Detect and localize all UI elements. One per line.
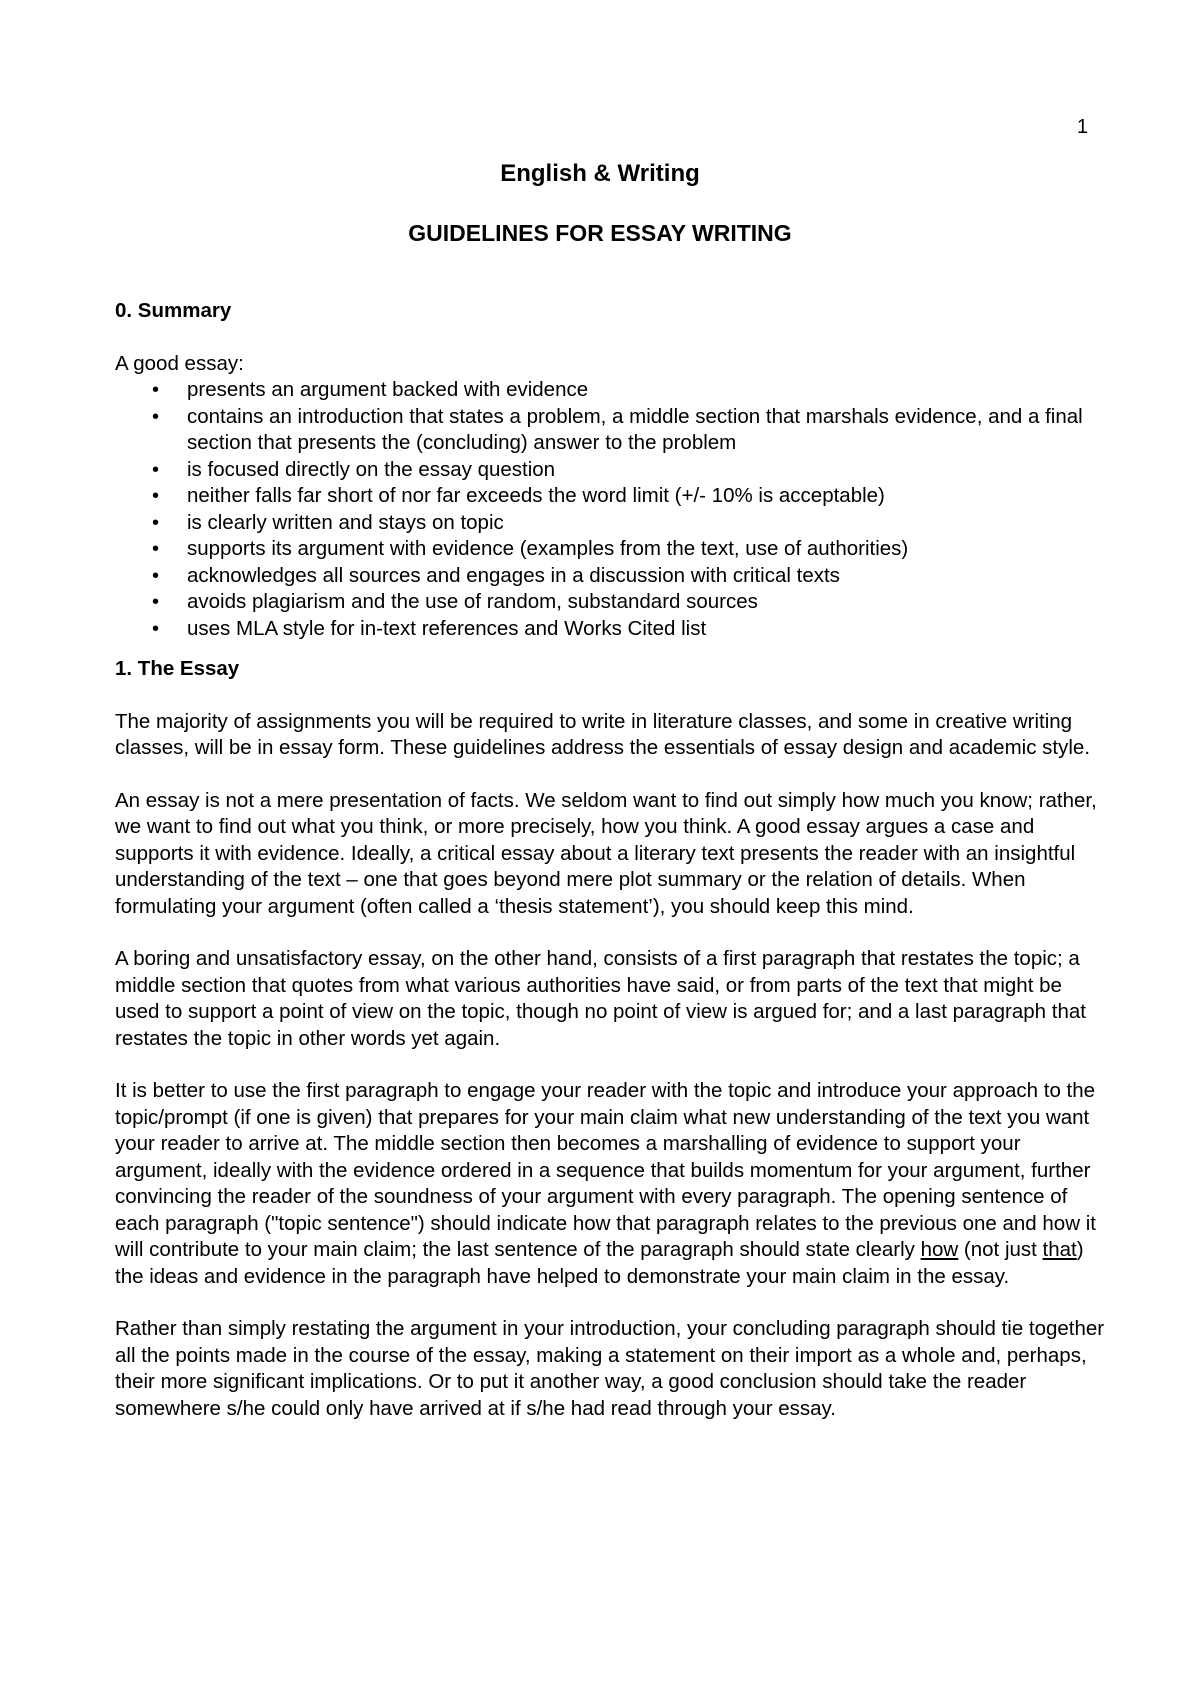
page-number: 1 [1076,116,1088,138]
underlined-word-how: how [920,1238,959,1261]
list-item: • acknowledges all sources and engages in a discussion with critical texts [187,563,1105,590]
paragraph: The majority of assignments you will be required to write in literature classes, and some in creative writing classes, will be in essay form. These guidelines address the essentials of essay design and academic style. [115,709,1091,759]
summary-list [115,377,1105,642]
list-item: • avoids plagiarism and the use of random, substandard sources [187,589,1105,616]
list-item: • supports its argument with evidence (examples from the text, use of authorities) [187,536,1105,563]
paragraph-text: It is better to use the first paragraph to engage your reader with the topic and introduce your approach to the topic/prompt (if one is given) that prepares for your main claim what new understanding of the text you want your reader to arrive at. The middle section then becomes a marshalling of evidence to support your argument, ideally with the evidence ordered in a sequence that builds momentum for your argument, further convincing the reader of the soundness of your argument with every paragraph. The opening sentence of each paragraph ("topic sentence") should indicate how that paragraph relates to the previous one and how it will contribute to your main claim; the last sentence of the paragraph should state clearly [115,1079,1096,1261]
paragraph: Rather than simply restating the argument in your introduction, your concluding paragraph should tie together all the points made in the course of the essay, making a statement on their import as a whole and, perhaps, their more significant implications. Or to put it another way, a good conclusion should take the reader somewhere s/he could only have arrived at if s/he had read through your essay. [115,1317,1105,1420]
essay-heading: 1. The Essay [115,657,240,680]
summary-intro: A good essay: [115,351,244,375]
paragraph: A boring and unsatisfactory essay, on the other hand, consists of a first paragraph that restates the topic; a middle section that quotes from what various authorities have said, or from parts of the text that might be used to support a point of view on the topic, though no point of view is argued for; and a last paragraph that restates the topic in other words yet again. [115,947,1086,1050]
document-body [115,298,1105,1422]
list-item: • uses MLA style for in-text references and Works Cited list [187,616,1105,643]
list-item: • presents an argument backed with evidence [187,377,1105,404]
list-item: • contains an introduction that states a problem, a middle section that marshals evidence, and a final section that presents the (concluding) answer to the problem [187,404,1105,457]
paragraph-text: (not just [958,1238,1043,1261]
underlined-word-that: that [1042,1238,1077,1261]
list-item: • neither falls far short of nor far exceeds the word limit (+/- 10% is acceptable) [187,483,1105,510]
list-item: • is clearly written and stays on topic [187,510,1105,537]
paragraph-text: ) the ideas and evidence in the paragraph have helped to demonstrate your main claim in the essay. [115,1238,1084,1288]
paragraph: An essay is not a mere presentation of facts. We seldom want to find out simply how much you know; rather, we want to find out what you think, or more precisely, how you think. A good essay argues a case and supports it with evidence. Ideally, a critical essay about a literary text presents the reader with an insightful understanding of the text – one that goes beyond mere plot summary or the relation of details. When formulating your argument (often called a ‘thesis statement’), you should keep this mind. [115,788,1097,918]
paragraph [115,1078,1105,1290]
list-item: • is focused directly on the essay question [187,457,1105,484]
document-title: English & Writing [500,160,700,187]
summary-heading: 0. Summary [115,299,232,322]
document-heading: GUIDELINES FOR ESSAY WRITING [408,220,792,246]
